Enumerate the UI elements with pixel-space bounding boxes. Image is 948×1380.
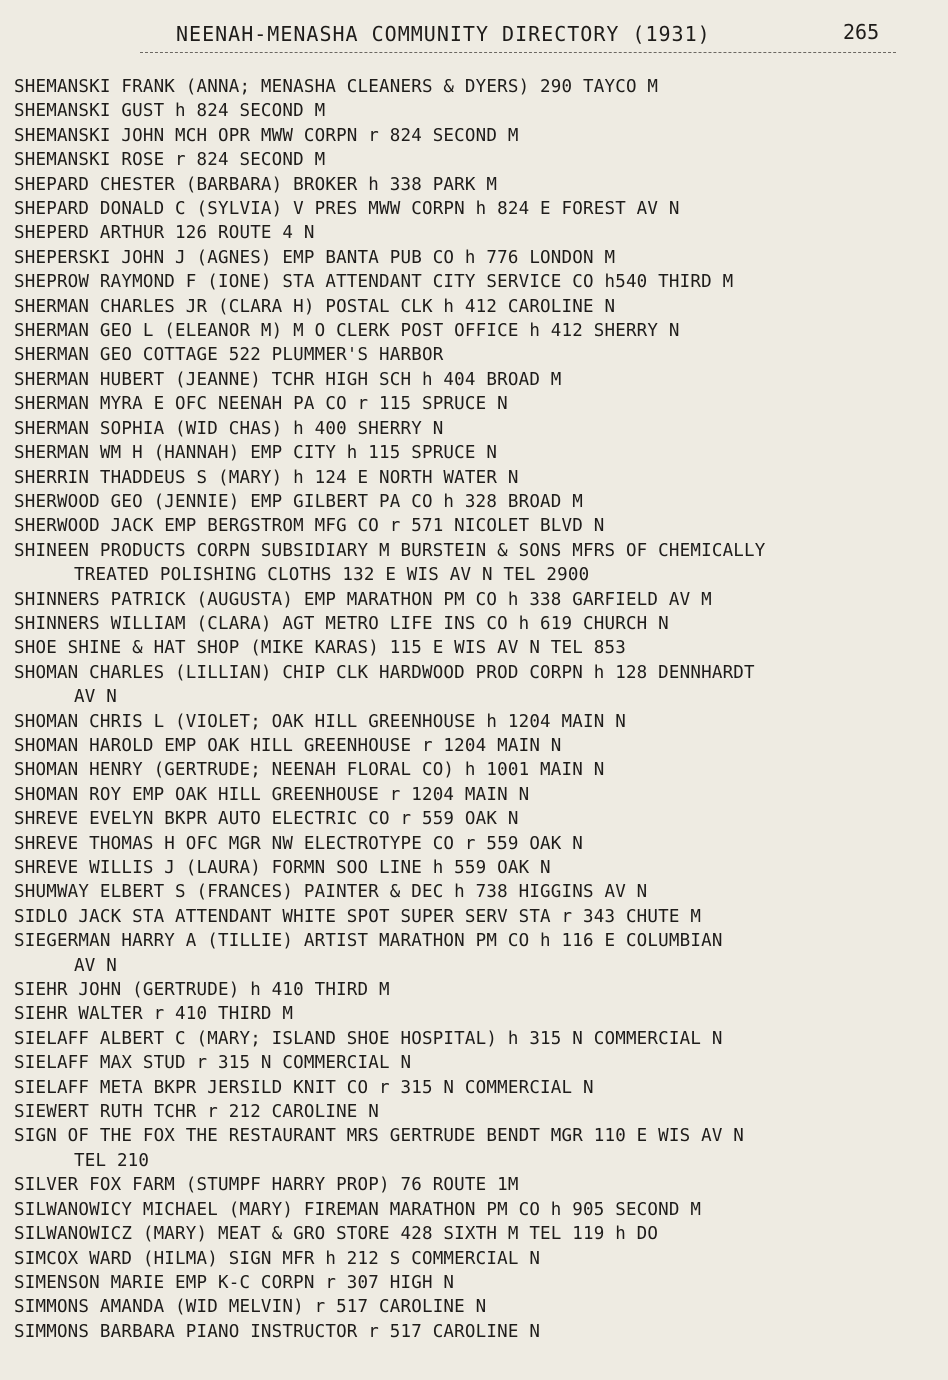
page-title: NEENAH-MENASHA COMMUNITY DIRECTORY (1931) <box>176 22 711 46</box>
entry-line: SHEPERD ARTHUR 126 ROUTE 4 N <box>14 223 315 244</box>
entry-line: SHOMAN CHRIS L (VIOLET; OAK HILL GREENHOUSE h 1204 MAIN N <box>14 711 626 732</box>
entry-line: SHERRIN THADDEUS S (MARY) h 124 E NORTH WATER N <box>14 467 519 488</box>
entry-line: SHERMAN GEO COTTAGE 522 PLUMMER'S HARBOR <box>14 345 444 366</box>
entry-line: SIMMONS BARBARA PIANO INSTRUCTOR r 517 CAROLINE N <box>14 1321 541 1342</box>
entry-line: SIEHR JOHN (GERTRUDE) h 410 THIRD M <box>14 980 390 1001</box>
entry-line: SIEWERT RUTH TCHR r 212 CAROLINE N <box>14 1102 380 1123</box>
entry-line: SILWANOWICZ (MARY) MEAT & GRO STORE 428 SIXTH M TEL 119 h DO <box>14 1224 659 1245</box>
directory-entries <box>14 75 944 1344</box>
entry-line: SIELAFF MAX STUD r 315 N COMMERCIAL N <box>14 1053 412 1074</box>
entry-line: SIDLO JACK STA ATTENDANT WHITE SPOT SUPER SERV STA r 343 CHUTE M <box>14 906 702 927</box>
header-rule <box>140 52 896 53</box>
entry-line: SIELAFF META BKPR JERSILD KNIT CO r 315 N COMMERCIAL N <box>14 1077 594 1098</box>
entry-line: SHOE SHINE & HAT SHOP (MIKE KARAS) 115 E WIS AV N TEL 853 <box>14 638 626 659</box>
entry-line: SHREVE WILLIS J (LAURA) FORMN SOO LINE h 559 OAK N <box>14 858 551 878</box>
entry-line: SHERMAN WM H (HANNAH) EMP CITY h 115 SPRUCE N <box>14 443 498 464</box>
entry-line: SHERMAN GEO L (ELEANOR M) M O CLERK POST OFFICE h 412 SHERRY N <box>14 321 680 342</box>
entry-line: SHREVE EVELYN BKPR AUTO ELECTRIC CO r 559 OAK N <box>14 809 519 830</box>
entry-line: SHREVE THOMAS H OFC MGR NW ELECTROTYPE CO r 559 OAK N <box>14 833 584 854</box>
entry-line: SHEMANSKI GUST h 824 SECOND M <box>14 101 326 122</box>
entry-line: SHOMAN CHARLES (LILLIAN) CHIP CLK HARDWOOD PROD CORPN h 128 DENNHARDT <box>14 662 755 683</box>
entry-line: SIMCOX WARD (HILMA) SIGN MFR h 212 S COMMERCIAL N <box>14 1248 541 1269</box>
entry-line: SIGN OF THE FOX THE RESTAURANT MRS GERTRUDE BENDT MGR 110 E WIS AV N <box>14 1126 745 1147</box>
entry-continuation: AV N <box>74 687 117 708</box>
entry-line: SHEPERSKI JOHN J (AGNES) EMP BANTA PUB CO h 776 LONDON M <box>14 247 616 268</box>
page-header <box>0 18 948 52</box>
entry-line: SHEMANSKI ROSE r 824 SECOND M <box>14 150 326 171</box>
entry-line: SHEMANSKI FRANK (ANNA; MENASHA CLEANERS & DYERS) 290 TAYCO M <box>14 77 659 97</box>
entry-line: SHINEEN PRODUCTS CORPN SUBSIDIARY M BURSTEIN & SONS MFRS OF CHEMICALLY <box>14 540 766 561</box>
entry-line: SHEMANSKI JOHN MCH OPR MWW CORPN r 824 SECOND M <box>14 125 519 146</box>
entry-line: SHOMAN ROY EMP OAK HILL GREENHOUSE r 1204 MAIN N <box>14 784 530 805</box>
entry-line: SHUMWAY ELBERT S (FRANCES) PAINTER & DEC h 738 HIGGINS AV N <box>14 882 648 903</box>
entry-line: SHINNERS PATRICK (AUGUSTA) EMP MARATHON PM CO h 338 GARFIELD AV M <box>14 589 712 610</box>
entry-line: SHERMAN HUBERT (JEANNE) TCHR HIGH SCH h 404 BROAD M <box>14 369 562 390</box>
entry-line: SIMMONS AMANDA (WID MELVIN) r 517 CAROLINE N <box>14 1297 487 1318</box>
entry-line: SHERMAN CHARLES JR (CLARA H) POSTAL CLK h 412 CAROLINE N <box>14 296 616 317</box>
entry-line: SHERWOOD GEO (JENNIE) EMP GILBERT PA CO h 328 BROAD M <box>14 491 584 512</box>
entry-line: SHERMAN SOPHIA (WID CHAS) h 400 SHERRY N <box>14 418 444 439</box>
entry-line: SHINNERS WILLIAM (CLARA) AGT METRO LIFE INS CO h 619 CHURCH N <box>14 613 669 634</box>
entry-line: SIEHR WALTER r 410 THIRD M <box>14 1004 294 1025</box>
entry-line: SIELAFF ALBERT C (MARY; ISLAND SHOE HOSPITAL) h 315 N COMMERCIAL N <box>14 1028 723 1049</box>
entry-line: SIEGERMAN HARRY A (TILLIE) ARTIST MARATHON PM CO h 116 E COLUMBIAN <box>14 931 723 952</box>
page-number: 265 <box>843 20 880 44</box>
entry-line: SHERMAN MYRA E OFC NEENAH PA CO r 115 SPRUCE N <box>14 394 508 415</box>
entry-line: SILWANOWICY MICHAEL (MARY) FIREMAN MARATHON PM CO h 905 SECOND M <box>14 1199 702 1220</box>
entry-continuation: TREATED POLISHING CLOTHS 132 E WIS AV N TEL 2900 <box>74 565 590 586</box>
entry-line: SHEPARD CHESTER (BARBARA) BROKER h 338 PARK M <box>14 174 498 195</box>
entry-line: SHEPARD DONALD C (SYLVIA) V PRES MWW CORPN h 824 E FOREST AV N <box>14 199 680 220</box>
entry-line: SHOMAN HENRY (GERTRUDE; NEENAH FLORAL CO) h 1001 MAIN N <box>14 760 605 781</box>
entry-line: SILVER FOX FARM (STUMPF HARRY PROP) 76 ROUTE 1M <box>14 1175 519 1196</box>
entry-line: SHOMAN HAROLD EMP OAK HILL GREENHOUSE r 1204 MAIN N <box>14 735 562 756</box>
entry-line: SHEPROW RAYMOND F (IONE) STA ATTENDANT CITY SERVICE CO h540 THIRD M <box>14 272 734 293</box>
entry-continuation: TEL 210 <box>74 1150 150 1171</box>
entry-continuation: AV N <box>74 955 117 976</box>
entry-line: SHERWOOD JACK EMP BERGSTROM MFG CO r 571 NICOLET BLVD N <box>14 516 605 537</box>
entry-line: SIMENSON MARIE EMP K-C CORPN r 307 HIGH N <box>14 1272 455 1293</box>
